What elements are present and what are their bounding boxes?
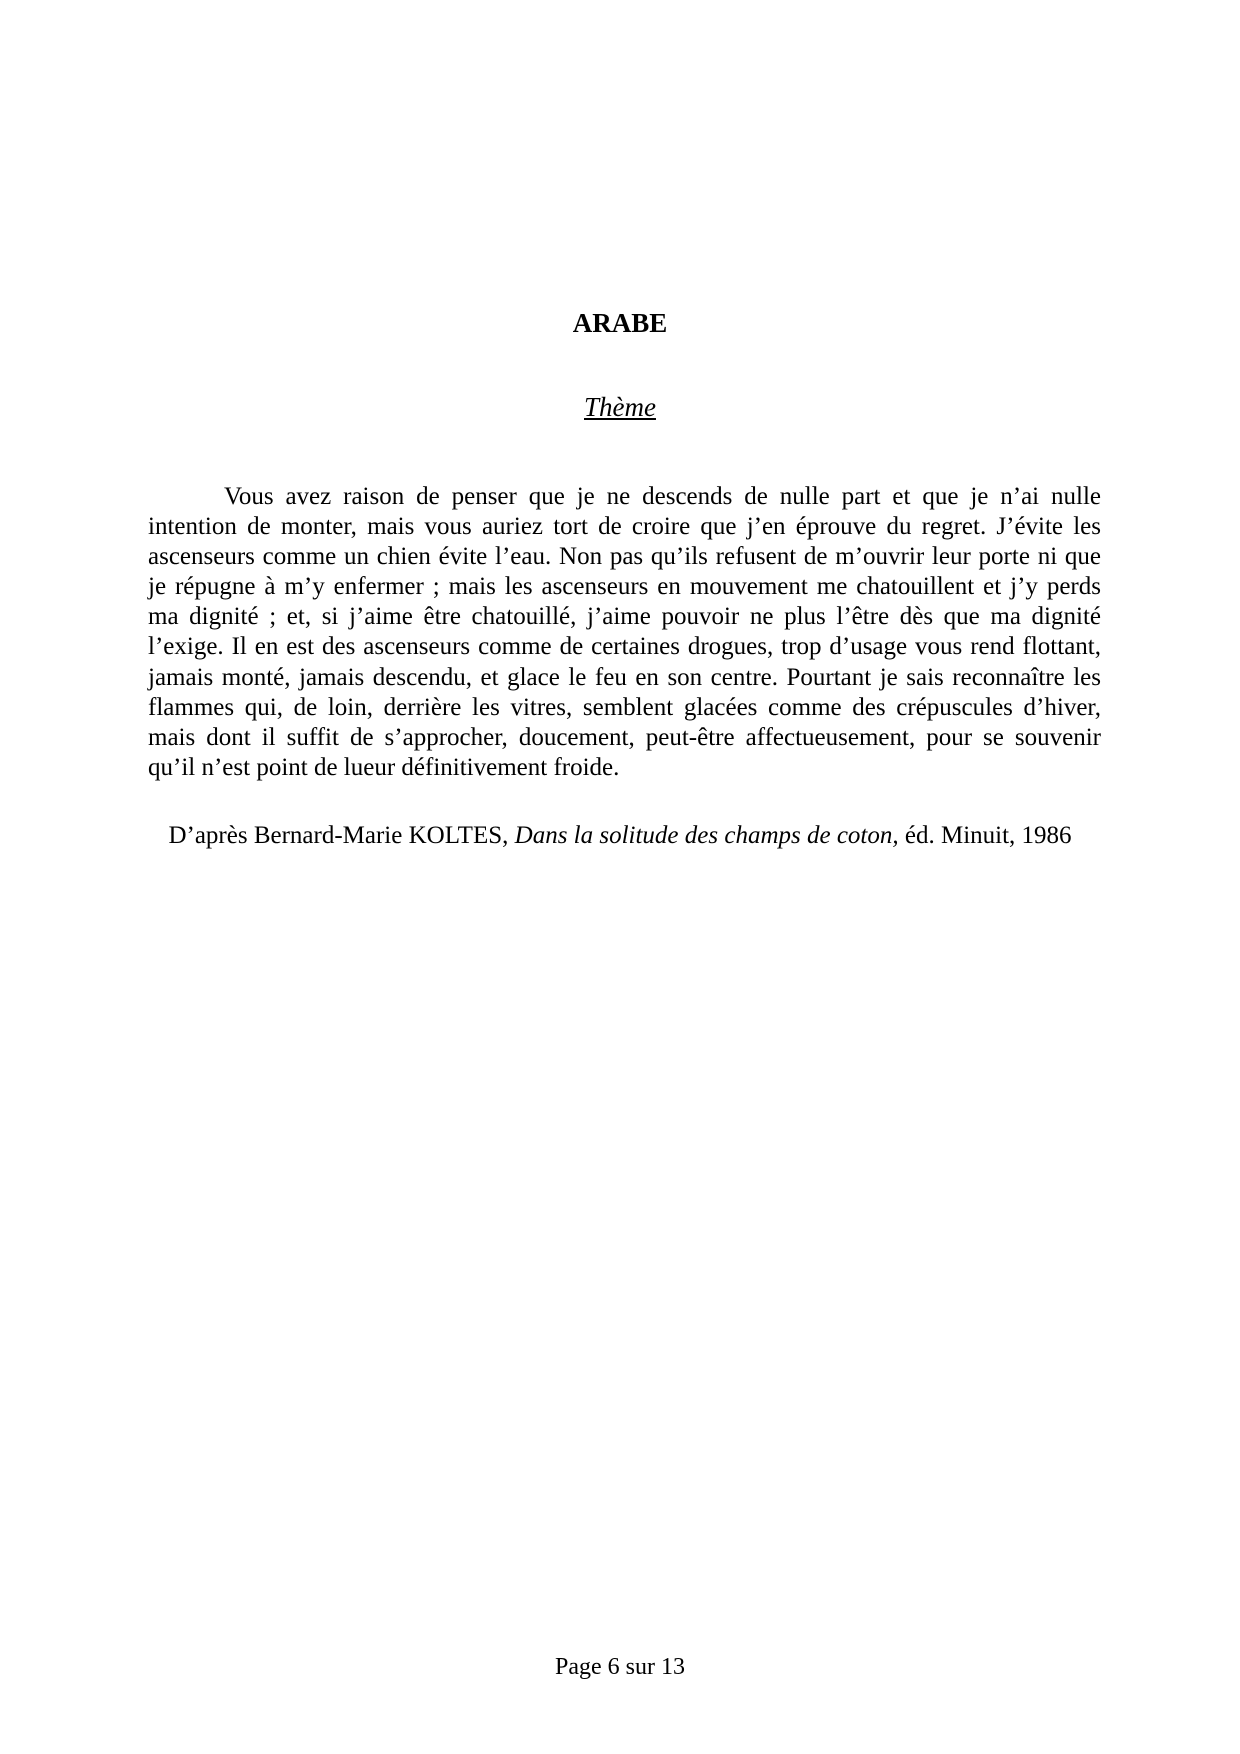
citation-suffix: éd. Minuit, 1986 [898,822,1072,849]
paragraph-line: ascenseurs comme un chien évite l’eau. Non pas qu’ils refusent de m’ouvrir leur porte ni que [148,543,1101,571]
paragraph-line: qu’il n’est point de lueur définitivement froide. [148,753,620,781]
source-citation [0,822,1240,850]
citation-prefix: D’après Bernard-Marie KOLTES, [168,822,515,849]
citation-work-title: Dans la solitude des champs de coton, [514,822,899,849]
paragraph-line: ma dignité ; et, si j’aime être chatouillé, j’aime pouvoir ne plus l’être dès que ma dignité [148,603,1101,631]
document-title: ARABE [572,308,668,338]
paragraph-line: flammes qui, de loin, derrière les vitres, semblent glacées comme des crépuscules d’hiver, [148,693,1101,721]
paragraph-line: mais dont il suffit de s’approcher, doucement, peut-être affectueusement, pour se souvenir [148,723,1101,751]
paragraph-line: intention de monter, mais vous auriez tort de croire que j’en éprouve du regret. J’évite les [148,513,1101,541]
paragraph-line: jamais monté, jamais descendu, et glace le feu en son centre. Pourtant je sais reconnaître les [148,663,1101,691]
section-subtitle [0,392,1240,423]
paragraph-line: l’exige. Il en est des ascenseurs comme de certaines drogues, trop d’usage vous rend flottant, [148,633,1101,661]
subtitle-text: Thème [584,392,656,422]
paragraph-line: je répugne à m’y enfermer ; mais les ascenseurs en mouvement me chatouillent et j’y perds [148,573,1101,601]
paragraph-line: Vous avez raison de penser que je ne descends de nulle part et que je n’ai nulle [224,483,1101,510]
page-number: Page 6 sur 13 [555,1654,685,1680]
theme-paragraph [148,482,1101,783]
